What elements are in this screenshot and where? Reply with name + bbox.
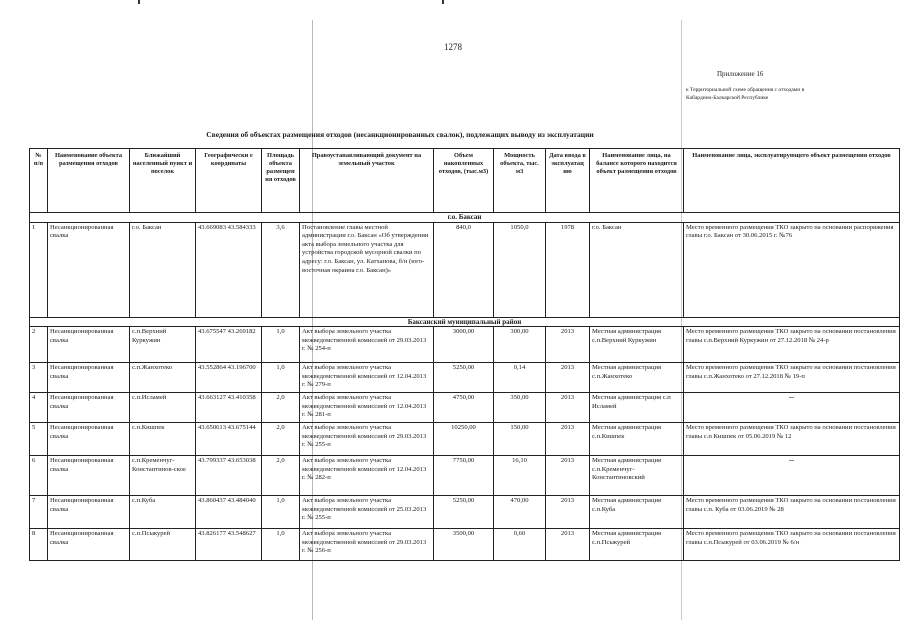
cell-operator: Место временного размещения ТКО закрыто на основании постановления главы с.п.Жанхотеко от 27.12.2018 № 19-п xyxy=(684,363,900,393)
cell-volume: 4750,00 xyxy=(434,393,494,423)
cell-doc: Постановление главы местной администрации г.о. Баксан «Об утверждении акта выбора земельного участка для устройства городской мусорной свалки по адресу: г.о. Баксан, ул. Катханова, б/н (юго-восточная окраина г.о. Баксан)» xyxy=(300,222,434,317)
cell-num: 3 xyxy=(30,363,48,393)
section-label: Баксанский муниципальный район xyxy=(30,317,900,327)
cell-owner: Местная администрация с.п.Жанхотеко xyxy=(590,363,684,393)
cell-owner: Местная администрация с.п.Кишпек xyxy=(590,423,684,456)
appendix-label: Приложение 16 xyxy=(717,70,764,78)
cell-operator: Место временного размещения ТКО закрыто на основании постановления главы с.п.Псыкурей от 03.06.2019 № 6/н xyxy=(684,529,900,561)
cell-volume: 7750,00 xyxy=(434,456,494,496)
cell-operator: – xyxy=(684,456,900,496)
cell-date: 2013 xyxy=(546,423,590,456)
cell-doc: Акт выбора земельного участка межведомственной комиссией от 25.03.2013 г. № 255-п xyxy=(300,496,434,529)
header-operator: Наименование лица, эксплуатирующего объект размещения отходов xyxy=(684,149,900,213)
table-row xyxy=(30,363,900,393)
cell-num: 4 xyxy=(30,393,48,423)
cell-operator: Место временного размещения ТКО закрыто на основании распоряжения главы г.о. Баксан от 30.06.2015 г. №76 xyxy=(684,222,900,317)
cell-area: 1,0 xyxy=(262,529,300,561)
cell-date: 2013 xyxy=(546,456,590,496)
table-row xyxy=(30,423,900,456)
cell-settlement: с.п.Псыкурей xyxy=(130,529,196,561)
cell-capacity: 0,60 xyxy=(494,529,546,561)
cell-capacity: 1050,0 xyxy=(494,222,546,317)
cell-capacity: 150,00 xyxy=(494,423,546,456)
cell-date: 2013 xyxy=(546,363,590,393)
cell-capacity: 350,00 xyxy=(494,393,546,423)
table-row xyxy=(30,393,900,423)
cell-name: Несанкционированная свалка xyxy=(48,529,130,561)
cell-name: Несанкционированная свалка xyxy=(48,222,130,317)
header-coords: Географически е координаты xyxy=(196,149,262,213)
cell-date: 2013 xyxy=(546,496,590,529)
cell-coords: 43.860437 43.484040 xyxy=(196,496,262,529)
header-doc: Правоустанавливающий документ на земельный участок xyxy=(300,149,434,213)
cell-date: 2013 xyxy=(546,393,590,423)
header-area: Площадь объекта размещен ия отходов xyxy=(262,149,300,213)
cell-area: 3,6 xyxy=(262,222,300,317)
cell-settlement: г.о. Баксан xyxy=(130,222,196,317)
cell-name: Несанкционированная свалка xyxy=(48,496,130,529)
header-capacity: Мощность объекта, тыс. м3 xyxy=(494,149,546,213)
cell-name: Несанкционированная свалка xyxy=(48,456,130,496)
waste-sites-table xyxy=(29,148,900,561)
section-header-row xyxy=(30,317,900,327)
cell-coords: 43.669083 43.584333 xyxy=(196,222,262,317)
document-title: Сведения об объектах размещения отходов (несанкционированных свалок), подлежащих выводу из эксплуатации xyxy=(206,130,594,139)
header-volume: Объем накопленных отходов, (тыс.м3) xyxy=(434,149,494,213)
cell-settlement: с.п.Жанхотеко xyxy=(130,363,196,393)
cell-settlement: с.п.Кишпек xyxy=(130,423,196,456)
cell-volume: 10250,00 xyxy=(434,423,494,456)
cell-name: Несанкционированная свалка xyxy=(48,327,130,363)
cell-doc: Акт выбора земельного участка межведомственной комиссией от 29.03.2013 г. № 254-п xyxy=(300,327,434,363)
cell-settlement: с.п.Исламей xyxy=(130,393,196,423)
header-date: Дата ввода в эксплуатац ию xyxy=(546,149,590,213)
cell-num: 5 xyxy=(30,423,48,456)
cell-name: Несанкционированная свалка xyxy=(48,363,130,393)
appendix-reference: к Территориальной схеме обращения с отходами в Кабардино-Балкарской Республике xyxy=(686,87,805,101)
cell-owner: Местная администрация с.п Исламей xyxy=(590,393,684,423)
cell-doc: Акт выбора земельного участка межведомственной комиссией от 29.03.2013 г. № 256-п xyxy=(300,529,434,561)
cell-coords: 43.799337 43.653038 xyxy=(196,456,262,496)
cell-doc: Акт выбора земельного участка межведомственной комиссией от 12.04.2013 г. № 279-п xyxy=(300,363,434,393)
cell-date: 2013 xyxy=(546,327,590,363)
cell-volume: 3000,00 xyxy=(434,327,494,363)
cell-operator: Место временного размещения ТКО закрыто на основании постановления главы с.п.Верхний Куркужин от 27.12.2018 № 24-р xyxy=(684,327,900,363)
cell-doc: Акт выбора земельного участка межведомственной комиссией от 29.03.2013 г. № 255-п xyxy=(300,423,434,456)
cell-num: 1 xyxy=(30,222,48,317)
cell-settlement: с.п.Кременчуг-Константинов-ское xyxy=(130,456,196,496)
cell-coords: 43.552864 43.196700 xyxy=(196,363,262,393)
cell-capacity: 16,10 xyxy=(494,456,546,496)
cell-settlement: с.п.Верхний Куркужин xyxy=(130,327,196,363)
cell-operator: – xyxy=(684,393,900,423)
cell-doc: Акт выбора земельного участка межведомственной комиссией от 12.04.2013 г. № 281-п xyxy=(300,393,434,423)
header-owner: Наименование лица, на балансе которого находится объект размещения отходов xyxy=(590,149,684,213)
scan-artifact xyxy=(138,0,140,4)
cell-owner: Местная администрация с.п.Псыкурей xyxy=(590,529,684,561)
table-row xyxy=(30,327,900,363)
header-name: Наименование объекта размещения отходов xyxy=(48,149,130,213)
cell-num: 7 xyxy=(30,496,48,529)
cell-area: 1,0 xyxy=(262,496,300,529)
cell-coords: 43.663127 43.410358 xyxy=(196,393,262,423)
cell-area: 1,0 xyxy=(262,327,300,363)
cell-operator: Место временного размещения ТКО закрыто на основании постановления главы с.п Кишпек от 05.06.2019 № 12 xyxy=(684,423,900,456)
table-row xyxy=(30,496,900,529)
cell-date: 1978 xyxy=(546,222,590,317)
cell-coords: 43.826177 43.548627 xyxy=(196,529,262,561)
section-label: г.о. Баксан xyxy=(30,213,900,223)
cell-doc: Акт выбора земельного участка межведомственной комиссией от 12.04.2013 г. № 282-п xyxy=(300,456,434,496)
cell-area: 2,0 xyxy=(262,423,300,456)
cell-area: 2,0 xyxy=(262,456,300,496)
cell-capacity: 0,14 xyxy=(494,363,546,393)
cell-owner: Местная администрация с.п.Куба xyxy=(590,496,684,529)
cell-settlement: с.п.Куба xyxy=(130,496,196,529)
table-row xyxy=(30,456,900,496)
cell-name: Несанкционированная свалка xyxy=(48,423,130,456)
page-number: 1278 xyxy=(444,42,462,52)
cell-capacity: 300,00 xyxy=(494,327,546,363)
cell-coords: 43.650613 43.675144 xyxy=(196,423,262,456)
cell-owner: г.о. Баксан xyxy=(590,222,684,317)
cell-num: 2 xyxy=(30,327,48,363)
scan-artifact xyxy=(442,0,444,4)
cell-volume: 3500,00 xyxy=(434,529,494,561)
cell-num: 8 xyxy=(30,529,48,561)
cell-area: 2,0 xyxy=(262,393,300,423)
cell-num: 6 xyxy=(30,456,48,496)
cell-operator: Место временного размещения ТКО закрыто на основании постановления главы с.п. Куба от 03.06.2019 № 28 xyxy=(684,496,900,529)
header-settlement: Ближайший населенный пункт и поселок xyxy=(130,149,196,213)
header-num: № п/п xyxy=(30,149,48,213)
cell-owner: Местная администрация с.п.Кременчуг-Константиновский xyxy=(590,456,684,496)
cell-name: Несанкционированная свалка xyxy=(48,393,130,423)
cell-date: 2013 xyxy=(546,529,590,561)
table-row xyxy=(30,222,900,317)
cell-volume: 5250,00 xyxy=(434,363,494,393)
cell-volume: 5250,00 xyxy=(434,496,494,529)
section-header-row xyxy=(30,213,900,223)
cell-capacity: 470,00 xyxy=(494,496,546,529)
cell-volume: 840,0 xyxy=(434,222,494,317)
table-row xyxy=(30,529,900,561)
cell-coords: 43.675547 43.269182 xyxy=(196,327,262,363)
table-header-row xyxy=(30,149,900,213)
cell-area: 1,0 xyxy=(262,363,300,393)
cell-owner: Местная администрация с.п.Верхний Куркужин xyxy=(590,327,684,363)
